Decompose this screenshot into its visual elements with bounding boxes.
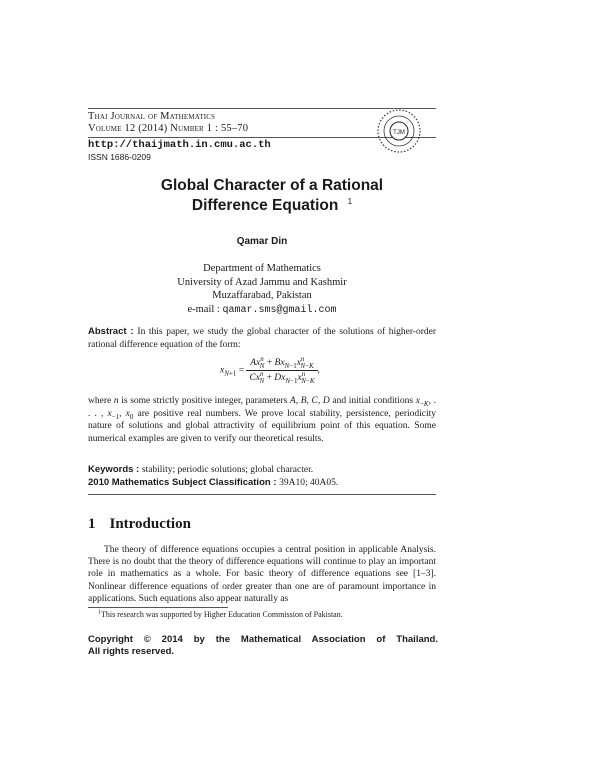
issn: ISSN 1686-0209 — [88, 152, 151, 162]
city: Muzaffarabad, Pakistan — [212, 290, 312, 301]
svg-text:TJM: TJM — [393, 130, 405, 136]
footnote-rule — [88, 607, 228, 608]
journal-url[interactable]: http://thaijmath.in.cmu.ac.th — [88, 139, 271, 151]
copyright-line-2: All rights reserved. — [88, 646, 175, 657]
msc-label: 2010 Mathematics Subject Classification : — [88, 477, 280, 488]
volume-line: Volume 12 (2014) Number 1 : 55–70 — [88, 123, 249, 134]
title-line-1: Global Character of a Rational — [160, 177, 384, 194]
email-address[interactable]: qamar.sms@gmail.com — [222, 304, 337, 316]
author-name: Qamar Din — [236, 236, 288, 247]
abstract-intro: Abstract : In this paper, we study the global character of the solutions of higher-order rational difference equation of the form: — [88, 326, 437, 350]
section-title: Introduction — [109, 516, 191, 532]
footnote-mark: 1 — [98, 609, 101, 616]
copyright-block — [88, 634, 438, 658]
main-equation: $x_{N+1}$ = $\frac{Ax^n_N + Bx_{N-1}x^n_{N-K}}{Cx^n_N + Dx_{N-1}x^n_{N-K}}$ , — [220, 354, 320, 385]
section-number: 1 — [88, 516, 96, 532]
keywords-label: Keywords : — [88, 464, 142, 475]
abstract-body: where n is some strictly positive integer, parameters A, B, C, D and initial conditions $x_{-K}$, . . . , $x_{-1}$, $x_0$ are positive real numbers. We prove local stability, persistence, periodicity nature of solutions and global attractivity of equilibrium point of this equation. Some numerical examples are given to verify our theoretical results. — [88, 396, 437, 444]
section-heading — [88, 516, 191, 533]
university: University of Azad Jammu and Kashmir — [177, 276, 347, 288]
keywords-line: Keywords : stability; periodic solutions; global character. — [88, 464, 314, 475]
journal-seal-logo — [376, 108, 422, 154]
copyright-line-1: Copyright © 2014 by the Mathematical Association of Thailand. — [88, 634, 438, 645]
department: Department of Mathematics — [203, 263, 321, 274]
footnote: $^1$This research was supported by Higher Education Commission of Pakistan. — [98, 609, 343, 619]
intro-paragraph: The theory of difference equations occupies a central position in applicable Analysis. There is no doubt that the theory of difference equations will continue to play an important role in mathematics as a whole. For basic theory of difference equations see [1–3]. Nonlinear difference equations of order greater than one are of paramount importance in applications. Such equations also appear naturally as — [88, 545, 436, 604]
journal-name: Thai Journal of Mathematics — [88, 111, 216, 122]
paper-title — [100, 176, 444, 216]
email-line: e-mail : qamar.sms@gmail.com — [187, 303, 337, 316]
msc-line: 2010 Mathematics Subject Classification : 39A10; 40A05. — [88, 477, 339, 488]
title-line-2: Difference Equation $^1$ — [191, 196, 353, 214]
title-footnote-mark: 1 — [347, 196, 353, 206]
abstract-bottom-rule — [88, 494, 436, 495]
abstract-label: Abstract : — [88, 326, 138, 337]
affiliation-block — [88, 262, 436, 317]
